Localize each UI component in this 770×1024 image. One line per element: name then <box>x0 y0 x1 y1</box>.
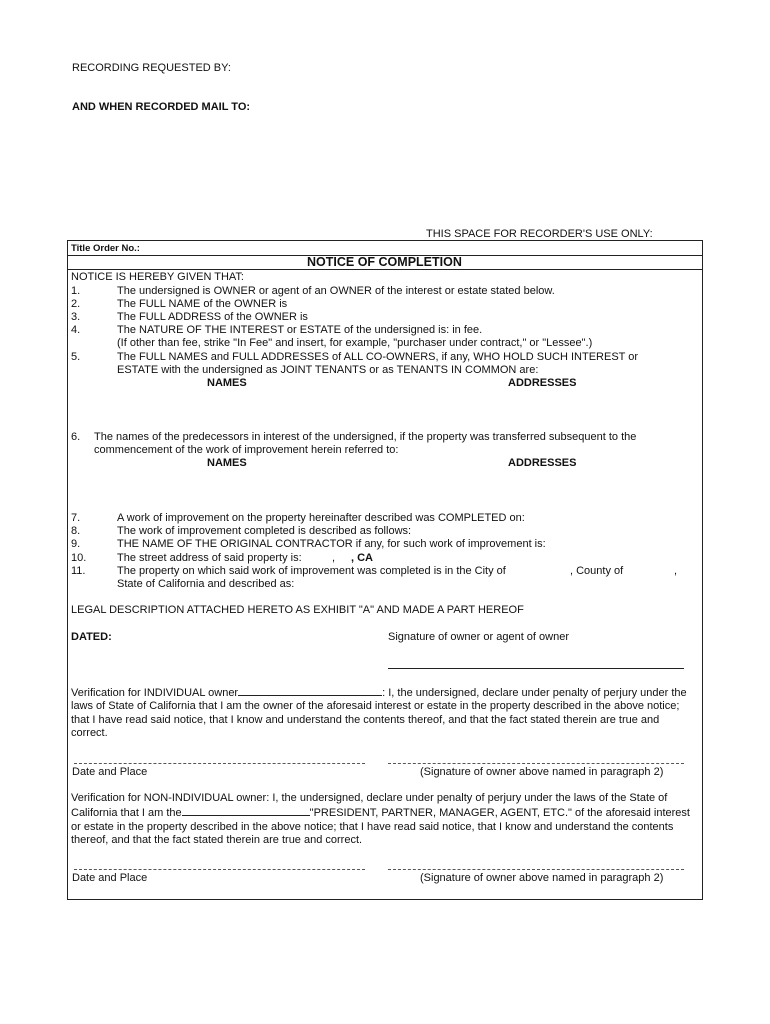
trailing-comma: , <box>674 565 678 577</box>
item-text: The undersigned is OWNER or agent of an OWNER of the interest or estate stated below. <box>117 285 555 297</box>
signature-line[interactable] <box>388 869 684 870</box>
verification-after-blank: "PRESIDENT, PARTNER, MANAGER, AGENT, ETC." of the <box>309 807 603 820</box>
county-of-label: , County of <box>570 565 624 577</box>
item-number: 8. <box>71 525 81 537</box>
signature-line[interactable] <box>388 668 684 669</box>
title-underline <box>67 269 703 270</box>
date-place-label: Date and Place <box>72 872 148 884</box>
item-number: 10. <box>71 552 87 564</box>
item-number: 7. <box>71 512 81 524</box>
signature-owner-agent-label: Signature of owner or agent of owner <box>388 631 570 643</box>
item-number: 1. <box>71 285 81 297</box>
verification-prefix: Verification for INDIVIDUAL owner <box>71 687 239 699</box>
street-state-ca: , CA <box>351 552 373 564</box>
notice-intro: NOTICE IS HEREBY GIVEN THAT: <box>71 271 244 283</box>
verification-body: aforesaid interest or estate in the property described in the above notice; that I have read said notice, that I know and understand the contents thereof, and that the fact stated therein are true and correct. <box>71 807 690 847</box>
signature-line[interactable] <box>388 763 684 764</box>
street-comma: , <box>332 552 336 564</box>
item-text: The street address of said property is: <box>117 552 302 564</box>
item-text: The property on which said work of improvement was completed is in the City of <box>117 565 506 577</box>
item-number: 4. <box>71 324 81 336</box>
date-place-line[interactable] <box>74 869 365 870</box>
item-text: State of California and described as: <box>117 578 295 590</box>
verification-body: the laws of State of California that I am the owner of the aforesaid interest or estate in the property described in the above notice; that I have read said notice, that I know and understand the contents thereof, and that the fact stated therein are true and correct. <box>71 687 687 740</box>
item-text: The FULL ADDRESS of the OWNER is <box>117 311 308 323</box>
item-number: 2. <box>71 298 81 310</box>
signature-paragraph2-label: (Signature of owner above named in paragraph 2) <box>420 766 664 778</box>
date-place-label: Date and Place <box>72 766 148 778</box>
item-text: The FULL NAME of the OWNER is <box>117 298 288 310</box>
recording-requested-by: RECORDING REQUESTED BY: <box>72 62 231 74</box>
date-place-line[interactable] <box>74 763 365 764</box>
verification-after-blank: : I, the undersigned, declare under penalty of perjury under <box>382 687 669 699</box>
item-number: 6. <box>71 431 81 443</box>
addresses-column-label: ADDRESSES <box>508 457 577 469</box>
item-text: A work of improvement on the property hereinafter described was COMPLETED on: <box>117 512 525 524</box>
when-recorded-mail-to: AND WHEN RECORDED MAIL TO: <box>72 101 251 113</box>
item-text: The names of the predecessors in interest of the undersigned, if the property was transferred subsequent to the <box>94 431 637 443</box>
signature-paragraph2-label: (Signature of owner above named in paragraph 2) <box>420 872 664 884</box>
item-number: 3. <box>71 311 81 323</box>
addresses-column-label: ADDRESSES <box>508 377 577 389</box>
legal-description-note: LEGAL DESCRIPTION ATTACHED HERETO AS EXHIBIT "A" AND MADE A PART HEREOF <box>71 604 524 616</box>
item-text: THE NAME OF THE ORIGINAL CONTRACTOR if any, for such work of improvement is: <box>117 538 546 550</box>
individual-verification <box>71 685 696 741</box>
item-text: (If other than fee, strike "In Fee" and insert, for example, "purchaser under contract," or "Lessee".) <box>117 337 593 349</box>
item-text: ESTATE with the undersigned as JOINT TENANTS or as TENANTS IN COMMON are: <box>117 364 539 376</box>
item-text: The FULL NAMES and FULL ADDRESSES of ALL CO-OWNERS, if any, WHO HOLD SUCH INTEREST or <box>117 351 639 363</box>
title-order-label: Title Order No.: <box>71 243 140 254</box>
non-individual-verification <box>71 792 696 848</box>
form-title: NOTICE OF COMPLETION <box>307 255 462 269</box>
recorder-space-label: THIS SPACE FOR RECORDER'S USE ONLY: <box>426 228 653 240</box>
verification-prefix: California that I am the <box>71 807 182 820</box>
title-blank[interactable] <box>182 805 310 816</box>
item-text: The work of improvement completed is described as follows: <box>117 525 412 537</box>
item-text: commencement of the work of improvement herein referred to: <box>94 444 399 456</box>
dated-label: DATED: <box>71 631 112 643</box>
item-number: 11. <box>71 565 86 577</box>
names-column-label: NAMES <box>207 377 247 389</box>
item-text: The NATURE OF THE INTEREST or ESTATE of the undersigned is: in fee. <box>117 324 483 336</box>
verification-line1: Verification for NON-INDIVIDUAL owner: I, the undersigned, declare under penalty of perjury under the laws of the State of <box>71 792 668 804</box>
names-column-label: NAMES <box>207 457 247 469</box>
owner-name-blank[interactable] <box>238 685 382 696</box>
item-number: 9. <box>71 538 81 550</box>
item-number: 5. <box>71 351 81 363</box>
